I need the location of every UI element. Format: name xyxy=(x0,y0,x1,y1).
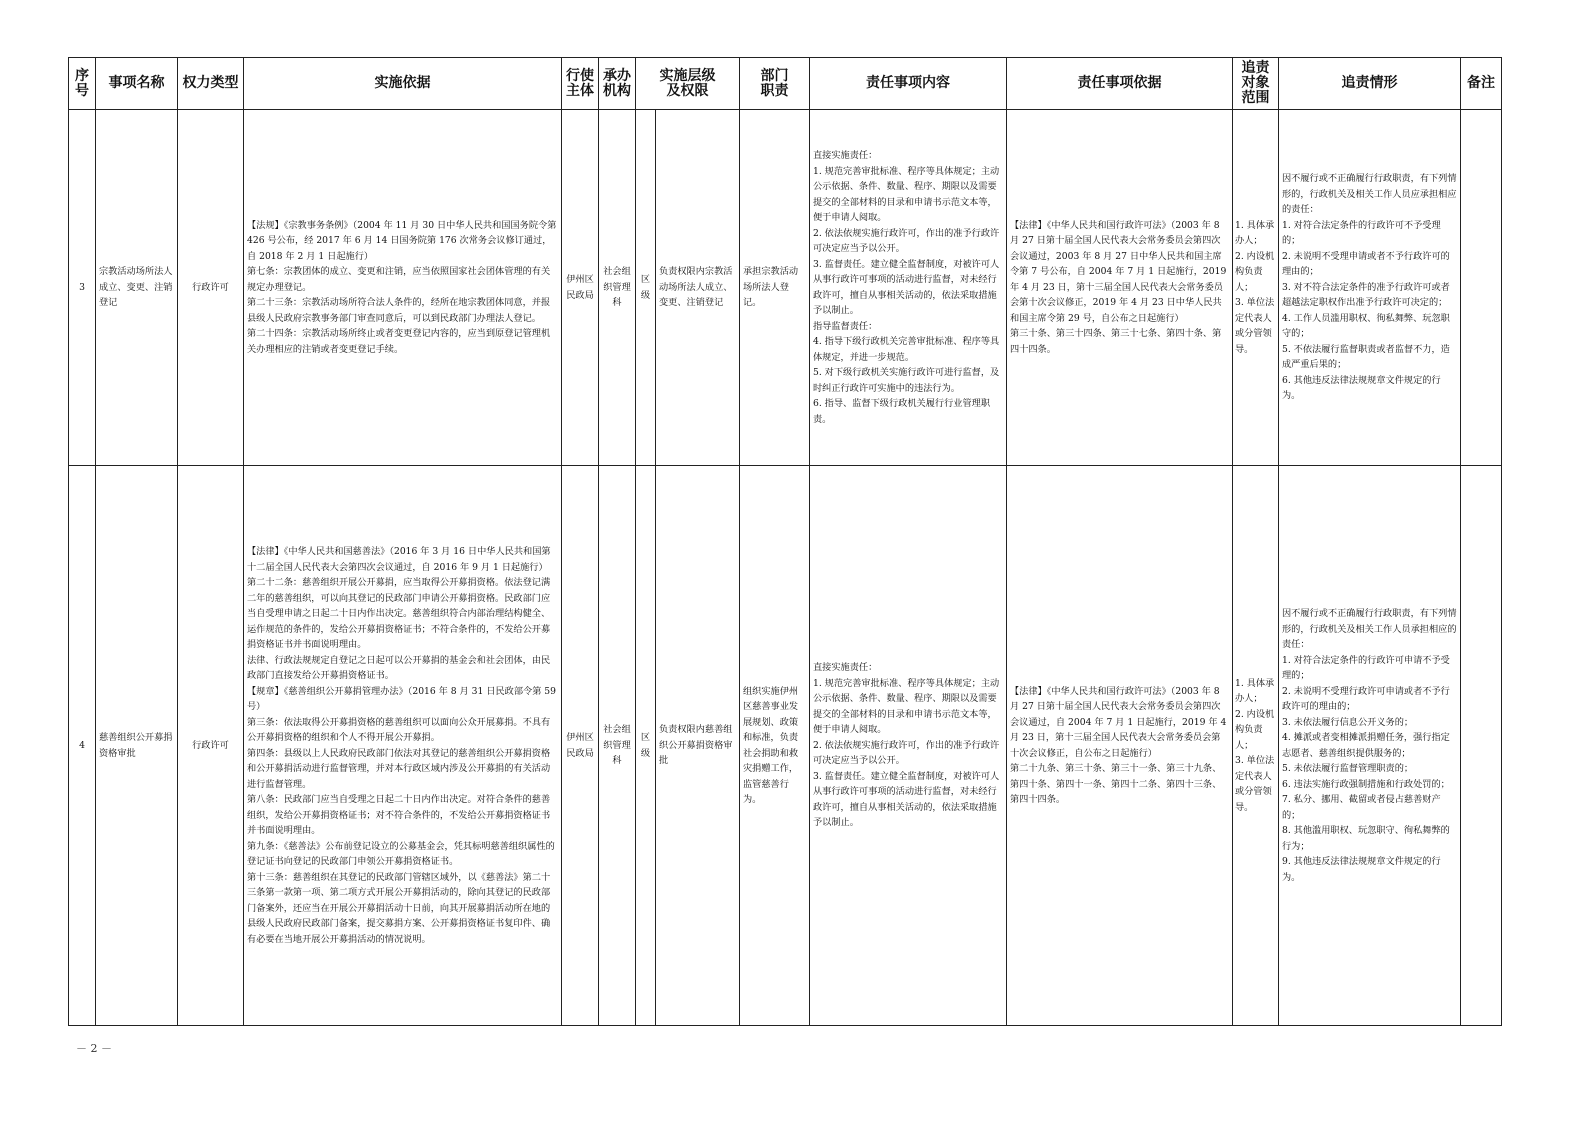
responsibility-table xyxy=(68,57,1502,1026)
header-situation: 追责情形 xyxy=(1279,58,1461,110)
row-basis: 【法规】《宗教事务条例》（2004 年 11 月 30 日中华人民共和国国务院令第 426 号公布，经 2017 年 6 月 14 日国务院第 176 次常务会议修订通过，自 2018 年 2 月 1 日起施行） 第七条：宗教团体的成立、变更和注销，应当依照国家社会团体管理的有关规定办理登记。 第二十三条：宗教活动场所符合法人条件的，经所在地宗教团体同意，并报县级人民政府宗教事务部门审查同意后，可以到民政部门办理法人登记。 第二十四条：宗教活动场所终止或者变更登记内容的，应当到原登记管理机关办理相应的注销或者变更登记手续。 xyxy=(247,219,557,355)
row-type: 行政许可 xyxy=(192,281,229,293)
row-situation: 因不履行或不正确履行行政职责，有下列情形的，行政机关及相关工作人员承担相应的责任： 1. 对符合法定条件的行政许可申请不予受理的； 2. 未说明不受理行政许可申请或者不予行政许可的理由的； 3. 未依法履行信息公开义务的； 4. 摊派或者变相摊派捐赠任务，强行指定志愿者、慈善组织提供服务的； 5. 未依法履行监督管理职责的； 6. 违法实施行政强制措施和行政处罚的； 7. 私分、挪用、截留或者侵占慈善财产的； 8. 其他滥用职权、玩忽职守、徇私舞弊的行为； 9. 其他违反法律法规规章文件规定的行为。 xyxy=(1282,608,1457,883)
header-type: 权力类型 xyxy=(178,58,244,110)
row-agency: 社会组织管理科 xyxy=(603,266,631,309)
header-basis: 实施依据 xyxy=(244,58,562,110)
row-level-a: 区级 xyxy=(640,732,651,759)
row-situation: 因不履行或不正确履行行政职责，有下列情形的，行政机关及相关工作人员应承担相应的责任： 1. 对符合法定条件的行政许可不予受理的； 2. 未说明不受理申请或者不予行政许可的理由的； 3. 对不符合法定条件的准予行政许可或者超越法定职权作出准予行政许可决定的； 4. 工作人员滥用职权、徇私舞弊、玩忽职守的； 5. 不依法履行监督职责或者监督不力，造成严重后果的； 6. 其他违反法律法规规章文件规定的行为。 xyxy=(1282,173,1457,402)
header-resp-content: 责任事项内容 xyxy=(810,58,1007,110)
row-subject: 伊州区民政局 xyxy=(566,732,594,759)
header-seq: 序号 xyxy=(69,58,96,110)
row-level-b: 负责权限内宗教活动场所法人成立、变更、注销登记 xyxy=(659,266,733,309)
row-name: 宗教活动场所法人成立、变更、注销登记 xyxy=(99,266,173,309)
row-basis: 【法律】《中华人民共和国慈善法》（2016 年 3 月 16 日中华人民共和国第十二届全国人民代表大会第四次会议通过，自 2016 年 9 月 1 日起施行） 第二十二条：慈善组织开展公开募捐，应当取得公开募捐资格。依法登记满二年的慈善组织，可以向其登记的民政部门申请公开募捐资格。民政部门应当自受理申请之日起二十日内作出决定。慈善组织符合内部治理结构健全、运作规范的条件的，发给公开募捐资格证书；不符合条件的，不发给公开募捐资格证书并书面说明理由。 法律、行政法规规定自登记之日起可以公开募捐的基金会和社会团体，由民政部门直接发给公开募捐资格证书。 【规章】《慈善组织公开募捐管理办法》（2016 年 8 月 31 日民政部令第 59 号） 第三条：依法取得公开募捐资格的慈善组织可以面向公众开展募捐。不具有公开募捐资格的组织和个人不得开展公开募捐。 第四条：县级以上人民政府民政部门依法对其登记的慈善组织公开募捐资格和公开募捐活动进行监督管理，并对本行政区域内涉及公开募捐的有关活动进行监督管理。 第八条：民政部门应当自受理之日起二十日内作出决定。对符合条件的慈善组织，发给公开募捐资格证书；对不符合条件的，不发给公开募捐资格证书并书面说明理由。 第九条：《慈善法》公布前登记设立的公募基金会，凭其标明慈善组织属性的登记证书向登记的民政部门申领公开募捐资格证书。 第十三条：慈善组织在其登记的民政部门管辖区域外，以《慈善法》第二十三条第一款第一项、第二项方式开展公开募捐活动的，除向其登记的民政部门备案外，还应当在开展公开募捐活动十日前，向其开展募捐活动所在地的县级人民政府民政部门备案，提交募捐方案、公开募捐资格证书复印件、确有必要在当地开展公开募捐活动的情况说明。 xyxy=(247,546,556,945)
row-resp-basis: 【法律】《中华人民共和国行政许可法》（2003 年 8 月 27 日第十届全国人民代表大会常务委员会第四次会议通过，自 2004 年 7 月 1 日起施行，2019 年 4 月 23 日，第十三届全国人民代表大会常务委员会第十次会议修正，自公布之日起施行） 第二十九条、第三十条、第三十一条、第三十九条、第四十条、第四十一条、第四十二条、第四十三条、第四十四条。 xyxy=(1010,685,1227,805)
row-resp-content: 直接实施责任： 1. 规范完善审批标准、程序等具体规定；主动公示依据、条件、数量、程序、期限以及需要提交的全部材料的目录和申请书示范文本等，便于申请人阅取。 2. 依法依规实施行政许可，作出的准予行政许可决定应当予以公开。 3. 监督责任。建立健全监督制度，对被许可人从事行政许可事项的活动进行监督，对未经行政许可，擅自从事相关活动的，依法采取措施予以制止。 指导监督责任： 4. 指导下级行政机关完善审批标准、程序等具体规定，并进一步规范。 5. 对下级行政机关实施行政许可进行监督，及时纠正行政许可实施中的违法行为。 6. 指导、监督下级行政机关履行行业管理职责。 xyxy=(813,150,1000,425)
header-duty: 部门职责 xyxy=(740,58,810,110)
row-seq: 3 xyxy=(79,281,85,293)
row-duty: 承担宗教活动场所法人登记。 xyxy=(743,266,799,309)
header-agency: 承办机构 xyxy=(599,58,636,110)
row-resp-content: 直接实施责任： 1. 规范完善审批标准、程序等具体规定；主动公示依据、条件、数量、程序、期限以及需要提交的全部材料的目录和申请书示范文本等，便于申请人阅取。 2. 依法依规实施行政许可，作出的准予行政许可决定应当予以公开。 3. 监督责任。建立健全监督制度，对被许可人从事行政许可事项的活动进行监督，对未经行政许可，擅自从事相关活动的，依法采取措施予以制止。 xyxy=(813,662,1000,829)
table-row xyxy=(69,110,1502,466)
header-level: 实施层级及权限 xyxy=(636,58,740,110)
row-level-b: 负责权限内慈善组织公开募捐资格审批 xyxy=(659,724,733,767)
header-name: 事项名称 xyxy=(96,58,178,110)
row-seq: 4 xyxy=(79,739,85,751)
row-name: 慈善组织公开募捐资格审批 xyxy=(99,732,173,759)
row-scope: 1. 具体承办人； 2. 内设机构负责人； 3. 单位法定代表人或分管领导。 xyxy=(1235,219,1275,355)
table-row xyxy=(69,466,1502,1026)
header-row xyxy=(69,58,1502,110)
header-scope: 追责对象范围 xyxy=(1233,58,1279,110)
row-subject: 伊州区民政局 xyxy=(566,274,594,301)
row-resp-basis: 【法律】《中华人民共和国行政许可法》（2003 年 8 月 27 日第十届全国人民代表大会常务委员会第四次会议通过，2003 年 8 月 27 日中华人民共和国主席令第 7 号公布，自 2004 年 7 月 1 日起施行，2019 年 4 月 23 日，第十三届全国人民代表大会常务委员会第十次会议修正，2019 年 4 月 23 日中华人民共和国主席令第 29 号，自公布之日起施行） 第三十条、第三十四条、第三十七条、第四十条、第四十四条。 xyxy=(1010,219,1227,355)
header-remark: 备注 xyxy=(1461,58,1502,110)
header-resp-basis: 责任事项依据 xyxy=(1007,58,1233,110)
row-duty: 组织实施伊州区慈善事业发展规划、政策和标准，负责社会捐助和救灾捐赠工作，监管慈善行为。 xyxy=(743,685,799,805)
row-agency: 社会组织管理科 xyxy=(603,724,631,767)
header-subject: 行使主体 xyxy=(562,58,599,110)
row-scope: 1. 具体承办人； 2. 内设机构负责人； 3. 单位法定代表人或分管领导。 xyxy=(1235,677,1275,813)
row-type: 行政许可 xyxy=(192,739,229,751)
row-level-a: 区级 xyxy=(640,274,651,301)
page-number: － 2 － xyxy=(76,1042,112,1055)
